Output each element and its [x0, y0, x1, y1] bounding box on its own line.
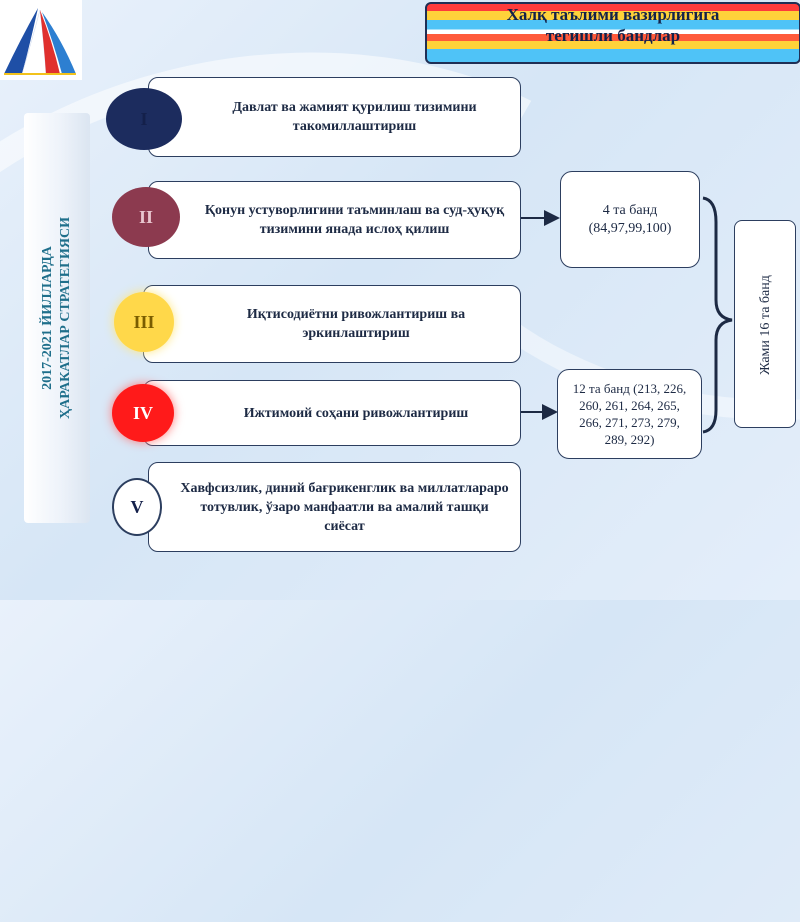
numeral-circle-4 — [112, 384, 174, 442]
numeral-1: I — [140, 108, 148, 129]
strategy-item-5 — [148, 462, 521, 552]
strategy-item-5-text: Хавфсизлик, диний бағрикенглик ва миллатлараро тотувлик, ўзаро манфаатли ва амалий ташқи сиёсат — [180, 480, 509, 534]
strategy-item-4 — [143, 380, 521, 446]
numeral-circle-2 — [112, 187, 180, 247]
title-line-1: Халқ таълими вазирлигига — [506, 5, 720, 24]
side-label-line-1: 2017-2021 ЙИЛЛАРДА — [40, 246, 55, 390]
numeral-circle-5 — [112, 478, 162, 536]
total-box — [734, 220, 796, 428]
logo-graphic — [0, 0, 82, 80]
brace-connector — [703, 198, 732, 432]
count-1-line-2: (84,97,99,100) — [588, 220, 672, 236]
numeral-3: III — [133, 311, 155, 332]
strategy-item-1 — [148, 77, 521, 157]
side-label-line-2: ҲАРАКАТЛАР СТРАТЕГИЯСИ — [58, 216, 73, 420]
strategy-side-label — [24, 113, 90, 523]
count-box-item-4 — [557, 369, 702, 459]
strategy-item-4-text: Ижтимоий соҳани ривожлантириш — [243, 405, 469, 421]
numeral-2: II — [138, 206, 153, 227]
numeral-circle-1 — [106, 88, 182, 150]
strategy-item-2 — [148, 181, 521, 259]
numeral-5: V — [130, 496, 144, 517]
total-text: Жами 16 та банд — [758, 275, 773, 375]
count-2-text: 12 та банд (213, 226, 260, 261, 264, 265, 266, 271, 273, 279, 289, 292) — [572, 381, 687, 447]
numeral-circle-3 — [114, 292, 174, 352]
strategy-item-2-text: Қонун устуворлигини таъминлаш ва суд-ҳуқуқ тизимини янада ислоҳ қилиш — [204, 203, 505, 237]
strategy-item-3-text: Иқтисодиётни ривожлантириш ва эркинлаштириш — [246, 307, 466, 341]
count-1-line-1: 4 та банд — [602, 202, 658, 218]
numeral-4: IV — [132, 402, 153, 423]
strategy-item-3 — [143, 285, 521, 363]
side-label-text — [39, 118, 75, 518]
count-box-item-2 — [560, 171, 700, 268]
strategy-item-1-text: Давлат ва жамият қурилиш тизимини такомиллаштириш — [232, 100, 477, 134]
title-text — [427, 4, 799, 46]
logo — [0, 0, 82, 80]
title-banner — [425, 2, 800, 64]
title-line-2: тегишли бандлар — [545, 26, 681, 45]
